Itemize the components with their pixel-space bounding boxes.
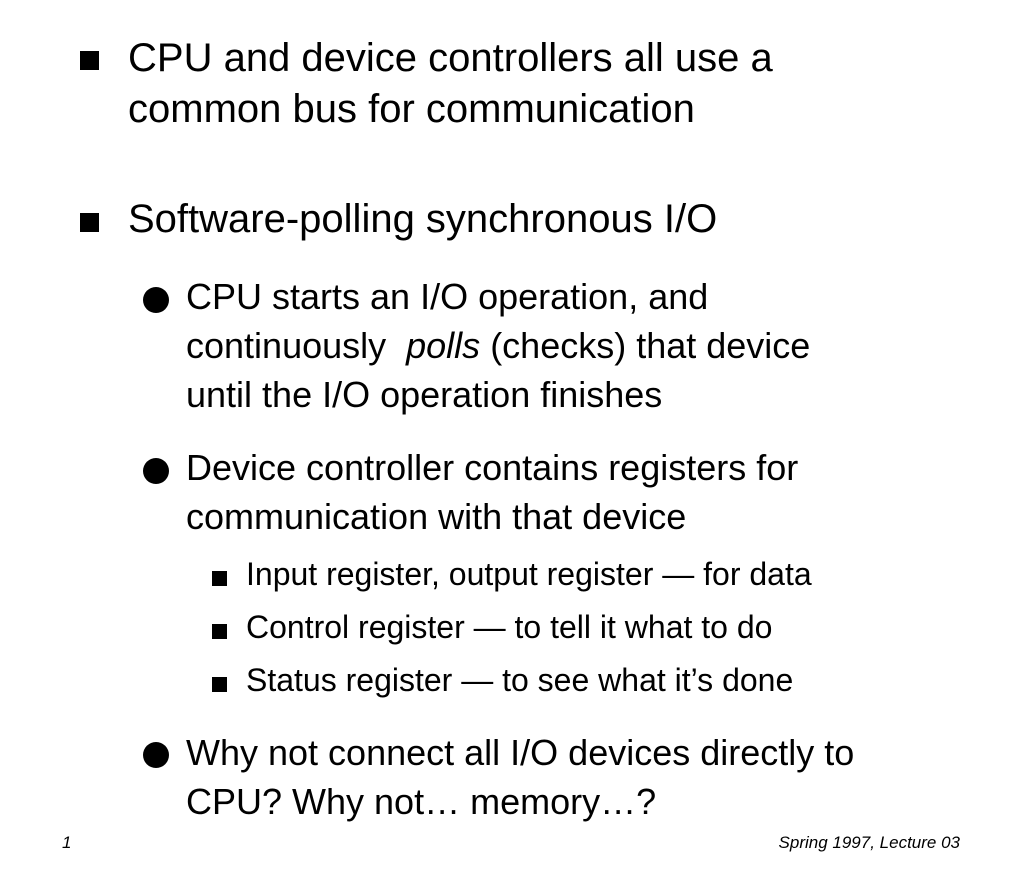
course-info: Spring 1997, Lecture 03 xyxy=(778,833,960,852)
register-item-text: Input register, output register — for data xyxy=(246,556,812,592)
subbullet-text-line: Device controller contains registers for xyxy=(186,447,799,488)
subbullet-cpu-polls xyxy=(186,272,810,419)
subbullet-text-line: communication with that device xyxy=(186,496,687,537)
round-bullet-icon xyxy=(143,458,169,484)
text-fragment: (checks) that device xyxy=(480,325,811,366)
round-bullet-icon xyxy=(143,287,169,313)
subbullet-device-controller xyxy=(186,443,798,541)
subbullet-text-line xyxy=(186,321,810,370)
page-number: 1 xyxy=(62,833,72,852)
bullet-common-bus xyxy=(128,33,773,135)
register-item-input-output xyxy=(246,554,812,594)
text-fragment: continuously xyxy=(186,325,407,366)
emphasis-polls: polls xyxy=(406,325,481,366)
subbullet-text-line: Why not connect all I/O devices directly to xyxy=(186,732,855,773)
subbullet-text-line: CPU? Why not… memory…? xyxy=(186,781,657,822)
subbullet-text-line: until the I/O operation finishes xyxy=(186,374,663,415)
register-item-status xyxy=(246,660,793,700)
round-bullet-icon xyxy=(143,742,169,768)
square-bullet-icon xyxy=(80,51,99,70)
small-square-bullet-icon xyxy=(212,624,227,639)
square-bullet-icon xyxy=(80,213,99,232)
bullet-text-line: CPU and device controllers all use a xyxy=(128,36,773,80)
register-item-text: Status register — to see what it’s done xyxy=(246,662,794,698)
bullet-text-line: common bus for communication xyxy=(128,87,695,131)
bullet-text-line: Software-polling synchronous I/O xyxy=(128,197,718,241)
bullet-software-polling xyxy=(128,194,717,245)
register-item-control xyxy=(246,607,772,647)
small-square-bullet-icon xyxy=(212,677,227,692)
subbullet-why-not-connect xyxy=(186,728,854,826)
small-square-bullet-icon xyxy=(212,571,227,586)
subbullet-text-line: CPU starts an I/O operation, and xyxy=(186,276,709,317)
register-item-text: Control register — to tell it what to do xyxy=(246,609,773,645)
